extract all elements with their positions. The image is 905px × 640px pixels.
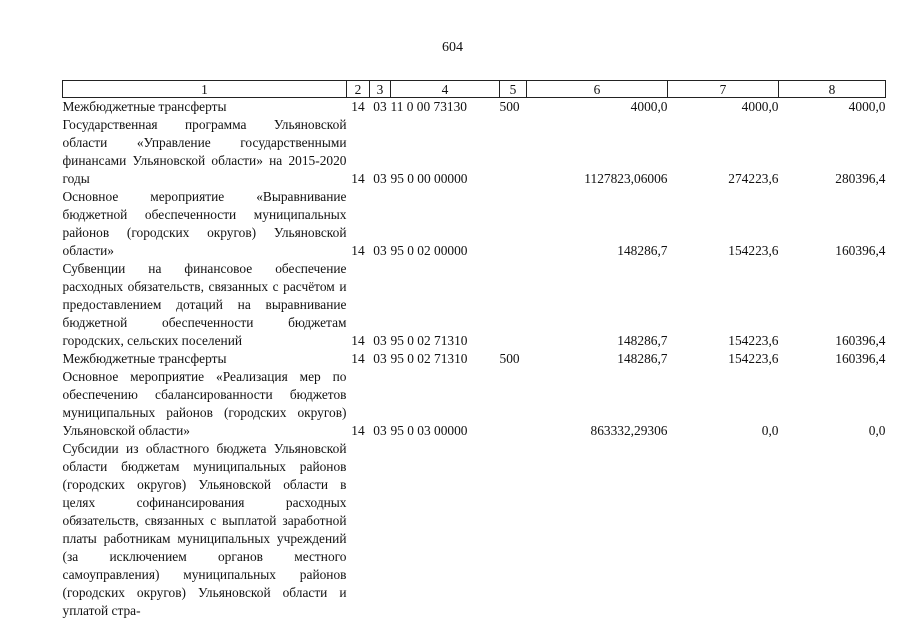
row-subsection (370, 440, 391, 620)
header-col-7: 7 (668, 81, 779, 98)
table-row (63, 188, 886, 260)
row-description: Субсидии из областного бюджета Ульяновской области бюджетам муниципальных районов (городских округов) Ульяновской области в целях софинансирования расходных обязательств, связанных с выплатой заработной платы работникам муниципальных учреждений (за исключением органов местного самоуправления) муниципальных районов (городских округов) Ульяновской области и уплатой стра- (62, 441, 347, 618)
row-subsection: 03 (373, 243, 387, 258)
row-amount-6 (527, 440, 668, 620)
row-amount-8: 280396,4 (835, 171, 886, 186)
row-section: 14 (351, 351, 365, 366)
header-col-5: 5 (500, 81, 527, 98)
row-section: 14 (351, 423, 365, 438)
row-amount-6: 1127823,06006 (584, 171, 668, 186)
table-row (63, 260, 886, 350)
row-description: Основное мероприятие «Реализация мер по обеспечению сбалансированности бюджетов муниципальных районов (городских округов) Ульяновской области» (62, 369, 347, 438)
row-section: 14 (351, 99, 365, 114)
table-row (63, 98, 886, 117)
row-target-code: 95 0 02 71310 (390, 351, 468, 366)
row-amount-6: 148286,7 (617, 333, 668, 348)
table-row (63, 116, 886, 188)
row-expense-type: 500 (499, 99, 520, 114)
row-amount-8: 160396,4 (835, 243, 886, 258)
page-number: 604 (442, 40, 463, 55)
header-col-4: 4 (391, 81, 500, 98)
table-row (63, 350, 886, 368)
row-target-code: 95 0 00 00000 (390, 171, 468, 186)
row-amount-8: 4000,0 (848, 99, 886, 114)
row-target-code (391, 440, 500, 620)
row-amount-7: 0,0 (761, 423, 779, 438)
budget-table (62, 80, 886, 620)
row-amount-7: 154223,6 (728, 351, 779, 366)
header-col-8: 8 (779, 81, 886, 98)
row-description: Межбюджетные трансферты (62, 99, 227, 114)
row-amount-6: 863332,29306 (590, 423, 668, 438)
row-expense-type: 500 (499, 351, 520, 366)
row-section: 14 (351, 333, 365, 348)
header-col-2: 2 (347, 81, 370, 98)
row-amount-8: 160396,4 (835, 351, 886, 366)
row-subsection: 03 (373, 171, 387, 186)
row-amount-8: 0,0 (868, 423, 886, 438)
row-expense-type (500, 188, 527, 260)
row-subsection: 03 (373, 423, 387, 438)
row-target-code: 95 0 02 00000 (390, 243, 468, 258)
row-amount-8 (779, 440, 886, 620)
row-amount-7: 4000,0 (741, 99, 779, 114)
row-description: Субвенции на финансовое обеспечение расходных обязательств, связанных с расчётом и предоставлением дотаций на выравнивание бюджетной обеспеченности бюджетам городских, сельских поселений (62, 261, 347, 348)
row-amount-7: 274223,6 (728, 171, 779, 186)
table-row (63, 440, 886, 620)
row-target-code: 11 0 00 73130 (390, 99, 467, 114)
row-amount-7: 154223,6 (728, 243, 779, 258)
row-amount-7: 154223,6 (728, 333, 779, 348)
row-subsection: 03 (373, 351, 387, 366)
header-col-6: 6 (527, 81, 668, 98)
row-amount-8: 160396,4 (835, 333, 886, 348)
row-section (347, 440, 370, 620)
row-expense-type (500, 440, 527, 620)
row-subsection: 03 (373, 333, 387, 348)
row-subsection: 03 (373, 99, 387, 114)
row-target-code: 95 0 03 00000 (390, 423, 468, 438)
row-amount-6: 4000,0 (630, 99, 668, 114)
row-section: 14 (351, 243, 365, 258)
row-amount-6: 148286,7 (617, 351, 668, 366)
row-amount-7 (668, 440, 779, 620)
header-col-1: 1 (63, 81, 347, 98)
row-description: Межбюджетные трансферты (62, 351, 227, 366)
table-row (63, 368, 886, 440)
row-expense-type (500, 260, 527, 350)
row-description: Государственная программа Ульяновской области «Управление государственными финансами Ульяновской области» на 2015-2020 годы (62, 117, 347, 186)
table-header-row (63, 81, 886, 98)
row-expense-type (500, 368, 527, 440)
row-description: Основное мероприятие «Выравнивание бюджетной обеспеченности муниципальных районов (городских округов) Ульяновской области» (62, 189, 347, 258)
header-col-3: 3 (370, 81, 391, 98)
row-expense-type (500, 116, 527, 188)
row-section: 14 (351, 171, 365, 186)
row-amount-6: 148286,7 (617, 243, 668, 258)
row-target-code: 95 0 02 71310 (390, 333, 468, 348)
